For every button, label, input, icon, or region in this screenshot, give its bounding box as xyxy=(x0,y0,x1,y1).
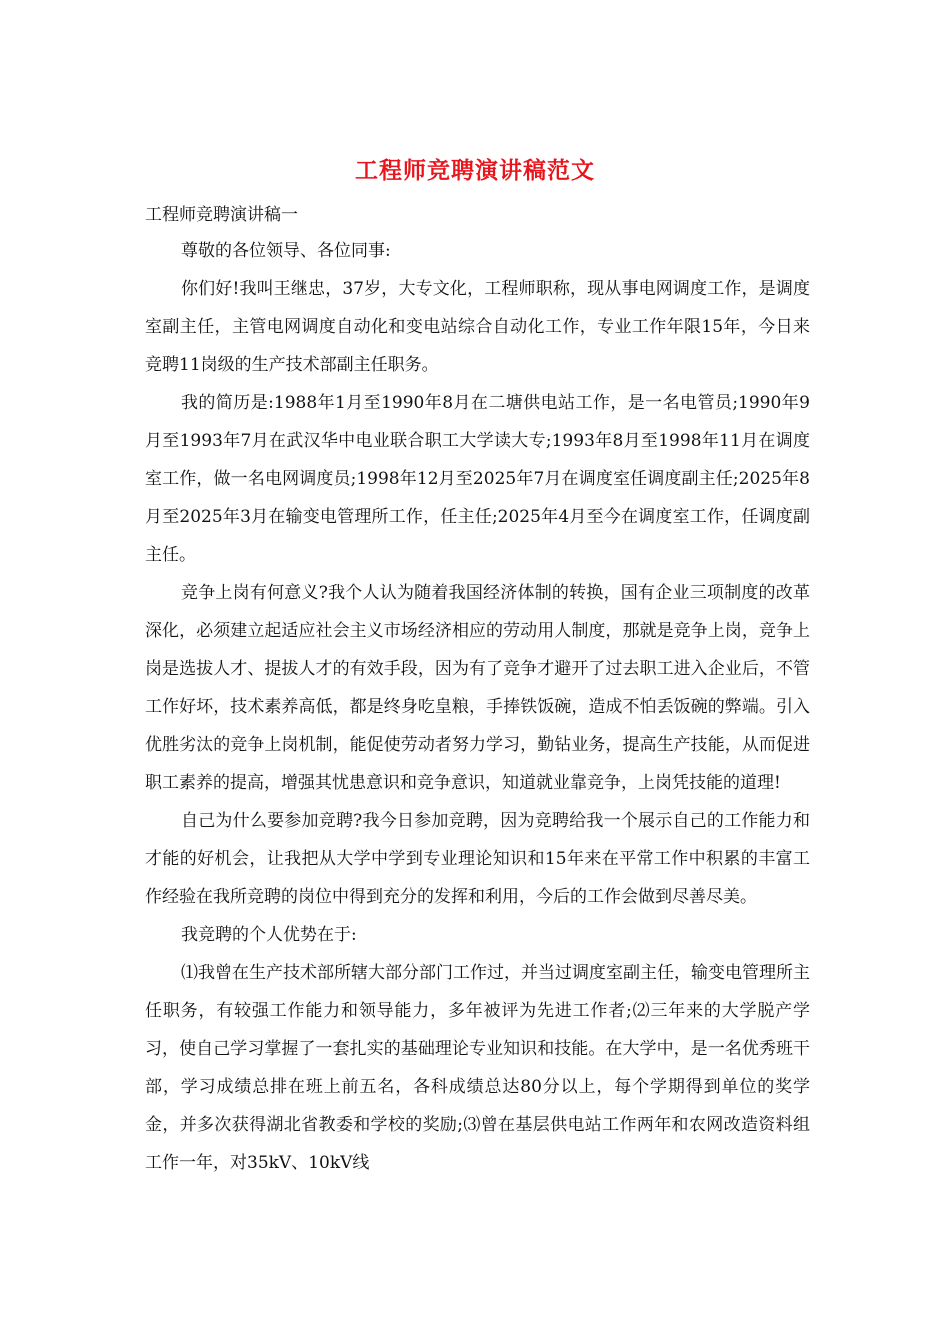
paragraph-competition-meaning: 竞争上岗有何意义?我个人认为随着我国经济体制的转换，国有企业三项制度的改革深化，必须建立起适应社会主义市场经济相应的劳动用人制度，那就是竞争上岗，竞争上岗是选拔人才、提拔人才的有效手段，因为有了竞争才避开了过去职工进入企业后，不管工作好坏，技术素养高低，都是终身吃皇粮，手捧铁饭碗，造成不怕丢饭碗的弊端。引入优胜劣汰的竞争上岗机制，能促使劳动者努力学习，勤钻业务，提高生产技能，从而促进职工素养的提高，增强其忧患意识和竞争意识，知道就业靠竞争，上岗凭技能的道理! xyxy=(145,583,810,793)
paragraph-advantages-list: ⑴我曾在生产技术部所辖大部分部门工作过，并当过调度室副主任，输变电管理所主任职务，有较强工作能力和领导能力，多年被评为先进工作者;⑵三年来的大学脱产学习，使自己学习掌握了一套扎实的基础理论专业知识和技能。在大学中，是一名优秀班干部，学习成绩总排在班上前五名，各科成绩总达80分以上，每个学期得到单位的奖学金，并多次获得湖北省教委和学校的奖励;⑶曾在基层供电站工作两年和农网改造资料组工作一年，对35kV、10kV线 xyxy=(145,963,810,1173)
paragraph-greeting: 尊敬的各位领导、各位同事: xyxy=(181,241,391,261)
document-body xyxy=(145,232,810,1182)
paragraph-resume: 我的简历是:1988年1月至1990年8月在二塘供电站工作，是一名电管员;1990年9月至1993年7月在武汉华中电业联合职工大学读大专;1993年8月至1998年11月在调度室工作，做一名电网调度员;1998年12月至2025年7月在调度室任调度副主任;2025年8月至2025年3月在输变电管理所工作，任主任;2025年4月至今在调度室工作，任调度副主任。 xyxy=(145,393,810,565)
document-title: 工程师竞聘演讲稿范文 xyxy=(355,157,595,184)
paragraph-introduction: 你们好!我叫王继忠，37岁，大专文化，工程师职称，现从事电网调度工作，是调度室副主任，主管电网调度自动化和变电站综合自动化工作，专业工作年限15年，今日来竞聘11岗级的生产技术部副主任职务。 xyxy=(145,279,810,375)
paragraph-advantages-heading: 我竞聘的个人优势在于: xyxy=(181,925,357,945)
paragraph-motivation: 自己为什么要参加竞聘?我今日参加竞聘，因为竞聘给我一个展示自己的工作能力和才能的好机会，让我把从大学中学到专业理论知识和15年来在平常工作中积累的丰富工作经验在我所竞聘的岗位中得到充分的发挥和利用，今后的工作会做到尽善尽美。 xyxy=(145,811,810,907)
document-subtitle: 工程师竞聘演讲稿一 xyxy=(145,205,298,225)
